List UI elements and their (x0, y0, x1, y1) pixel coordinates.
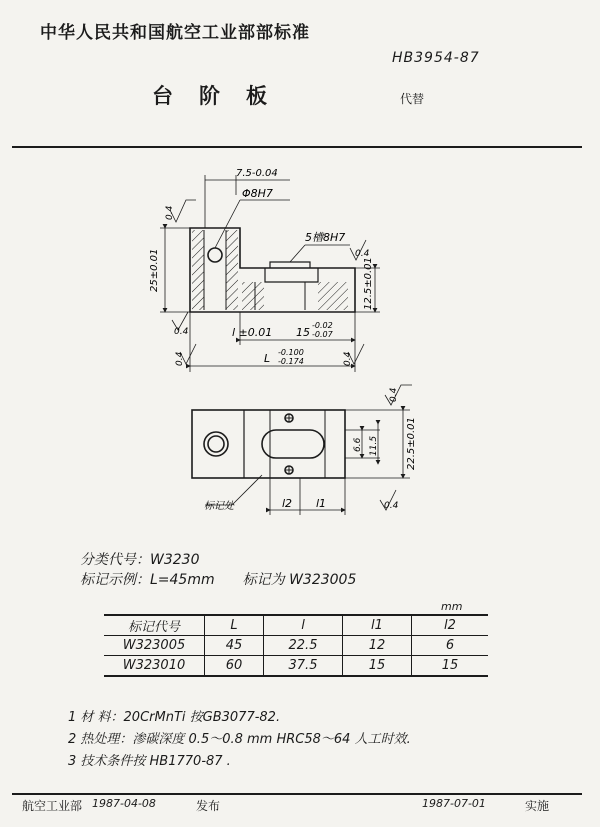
footer-issue-date: 1987-04-08 (92, 797, 156, 810)
dim-hole-dia: Φ8H7 (242, 187, 273, 200)
table-unit: mm (441, 600, 463, 613)
table-cell: 45 (205, 636, 264, 656)
roughness-right: 0.4 (355, 249, 370, 259)
table-cell: 22.5 (264, 636, 343, 656)
roughness-bottom-right: 0.4 (343, 351, 353, 366)
dim-l2: l2 (282, 497, 293, 510)
marking-example-label: 标记示例：L=45mm (80, 572, 215, 588)
dim-15-upper: -0.02 (312, 321, 333, 330)
footer-impl-date: 1987-07-01 (422, 797, 486, 810)
dim-l1: l1 (316, 497, 327, 510)
dim-15-lower: -0.07 (312, 330, 333, 339)
standard-code: HB3954-87 (392, 50, 480, 66)
dim-width: 22.5±0.01 (406, 417, 417, 470)
slot-note: 5槽8H7 (305, 231, 346, 244)
note-heat-treatment: 2 热处理：渗碳深度 0.5～0.8 mm HRC58～64 人工时效. (68, 732, 411, 747)
table-header-cell: l2 (412, 615, 489, 636)
table-cell: W323005 (104, 636, 205, 656)
table-cell: 6 (412, 636, 489, 656)
dim-15: 15 (296, 326, 310, 339)
table-header-row (104, 615, 488, 636)
table-cell: 60 (205, 656, 264, 677)
roughness-bottom-left: 0.4 (175, 351, 185, 366)
roughness-top-view-bottom: 0.4 (384, 501, 399, 511)
marking-label: 标记处 (204, 501, 234, 512)
table-header-cell: L (205, 615, 264, 636)
replaces-label: 代替 (400, 92, 425, 106)
footer-implement: 实施 (525, 799, 550, 813)
dim-tol-top: 7.5-0.04 (236, 168, 278, 179)
note-technical-conditions: 3 技术条件按 HB1770-87 . (68, 754, 231, 769)
table-cell: 12 (343, 636, 412, 656)
dim-height-right: 12.5±0.01 (363, 257, 374, 310)
table-row (104, 656, 488, 677)
spec-table (104, 614, 488, 677)
footer-rule (12, 793, 582, 795)
dim-l: l ±0.01 (232, 326, 273, 339)
marking-example-mark: 标记为 W323005 (242, 572, 357, 588)
marking-example (80, 569, 356, 589)
dim-height-left: 25±0.01 (149, 248, 160, 292)
issuing-organization: 中华人民共和国航空工业部部标准 (40, 23, 310, 43)
dim-6-6: 6.6 (353, 437, 363, 452)
dim-11-5: 11.5 (369, 435, 379, 456)
dim-L-lower: -0.174 (278, 357, 304, 366)
dim-L-upper: -0.100 (278, 348, 304, 357)
footer-publish: 发布 (196, 799, 221, 813)
table-cell: 37.5 (264, 656, 343, 677)
roughness-left-bottom: 0.4 (174, 327, 189, 337)
table-cell: 15 (343, 656, 412, 677)
footer-issuer: 航空工业部 (22, 799, 83, 813)
dim-L: L (264, 352, 271, 365)
table-row (104, 636, 488, 656)
classification-code: 分类代号：W3230 (80, 552, 200, 568)
top-view-dimensions (205, 385, 412, 515)
roughness-top-view-right: 0.4 (389, 387, 399, 402)
table-cell: W323010 (104, 656, 205, 677)
document-title: 台阶板 (152, 84, 293, 108)
table-cell: 15 (412, 656, 489, 677)
note-material: 1 材 料：20CrMnTi 按GB3077-82. (68, 710, 281, 725)
table-header-cell: l1 (343, 615, 412, 636)
table-header-cell: 标记代号 (104, 615, 205, 636)
roughness-left-top: 0.4 (165, 205, 175, 220)
table-header-cell: l (264, 615, 343, 636)
top-view (192, 410, 345, 478)
